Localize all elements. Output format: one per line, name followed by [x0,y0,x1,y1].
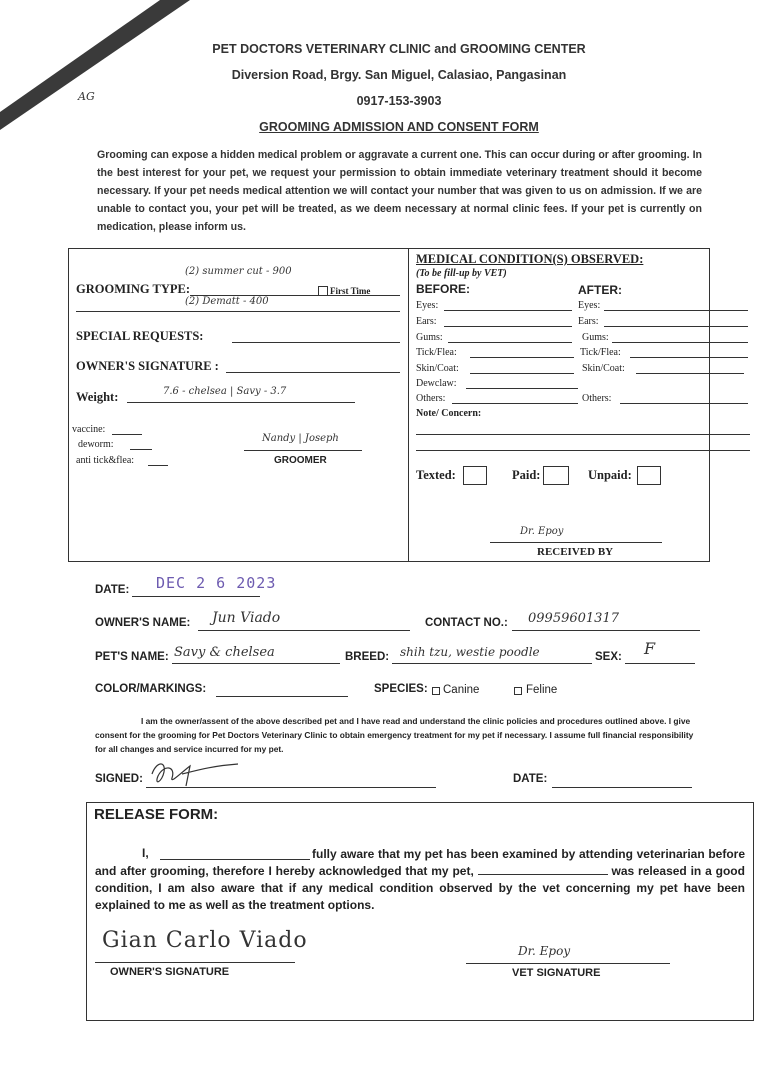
after-field[interactable] [636,373,744,374]
after-item: Gums: [582,332,609,343]
owner-name-label: OWNER'S NAME: [95,617,191,629]
medical-title: MEDICAL CONDITION(S) OBSERVED: [416,252,644,266]
deworm-label: deworm: [78,439,114,450]
release-title: RELEASE FORM: [94,806,219,823]
species-label: SPECIES: [374,683,428,695]
weight-value[interactable]: 7.6 - chelsea | Savy - 3.7 [163,386,287,397]
pet-name-field [172,663,340,664]
after-label: AFTER: [578,283,622,297]
canine-checkbox[interactable] [432,687,440,695]
before-field[interactable] [466,388,578,389]
before-label: BEFORE: [416,282,470,296]
vet-signature-value[interactable]: Dr. Epoy [518,944,571,958]
owner-signature-field[interactable] [226,372,400,373]
sex-field [625,663,695,664]
clinic-address: Diversion Road, Brgy. San Miguel, Calasiao, Pangasinan [231,68,567,82]
date-field[interactable] [132,596,260,597]
before-item: Tick/Flea: [416,347,457,358]
before-item: Others: [416,393,446,404]
date2-label: DATE: [513,773,548,785]
after-item: Others: [582,393,612,404]
clinic-name: PET DOCTORS VETERINARY CLINIC and GROOMING CENTER [212,42,586,56]
corner-mark: AG [78,90,95,103]
before-field[interactable] [470,357,574,358]
breed-label: BREED: [345,651,390,663]
special-requests-label: SPECIAL REQUESTS: [76,329,204,343]
paid-label: Paid: [512,468,541,482]
intro-paragraph: Grooming can expose a hidden medical problem or aggravate a current one. This can occur during or after grooming. In the best interest for your pet, we request your permission to obtain immediate veterinary treatment should it become necessary. If your pet needs medical attention we will contact your number that was given to us on admission. If we are unable to contact you, your pet will be treated, as we deem necessary at normal clinic fees. If your pet is currently on medication, please inform us. [97,149,702,233]
canine-label: Canine [443,684,480,696]
box-divider [408,248,409,561]
groomer-field [244,450,362,451]
before-item: Dewclaw: [416,378,457,389]
grooming-type-label: GROOMING TYPE: [76,282,191,296]
release-pet-blank[interactable] [478,864,608,875]
grooming-line-2[interactable]: (2) Dematt - 400 [185,296,269,307]
color-markings-field[interactable] [216,696,348,697]
note-field-1[interactable] [416,434,750,435]
consent-text: I am the owner/assent of the above described pet and I have read and understand the clinic policies and procedures outlined above. I give consent for the grooming for Pet Doctors Veterinary Clinic to obtain emergency treatment for my pet if necessary. I assume full financial responsibility for all changes and service incurred for my pet. [95,716,694,754]
texted-label: Texted: [416,468,456,482]
grooming-line-1[interactable]: (2) summer cut - 900 [185,266,292,277]
after-item: Eyes: [578,300,601,311]
breed-value[interactable]: shih tzu, westie poodle [400,645,540,659]
pet-name-label: PET'S NAME: [95,651,169,663]
owner-signature-line [95,962,295,963]
note-label: Note/ Concern: [416,408,482,419]
signed-label: SIGNED: [95,773,143,785]
unpaid-label: Unpaid: [588,468,632,482]
after-field[interactable] [612,342,748,343]
special-requests-field[interactable] [232,342,400,343]
antitick-field[interactable] [148,465,168,466]
groomer-value[interactable]: Nandy | Joseph [262,433,339,444]
before-field[interactable] [444,326,572,327]
weight-label: Weight: [76,390,119,404]
after-field[interactable] [604,310,748,311]
color-markings-label: COLOR/MARKINGS: [95,683,207,695]
antitick-label: anti tick&flea: [76,455,135,466]
after-field[interactable] [620,403,748,404]
release-text-b: fully aware that my pet has been examined by attending veterinarian before and after grooming, therefore I hereby acknowledged that my pet, [95,847,745,878]
groomer-label: GROOMER [274,455,327,466]
owner-name-field [198,630,410,631]
weight-field [127,402,355,403]
feline-checkbox[interactable] [514,687,522,695]
release-i: I, [142,846,149,860]
release-text-c: was released in a good condition, I am also aware that if any medical condition observed by the vet concerning my pet have been explained to me as well as the treatment options. [95,864,745,912]
vaccine-label: vaccine: [72,424,106,435]
before-item: Skin/Coat: [416,363,459,374]
before-item: Eyes: [416,300,439,311]
pet-name-value[interactable]: Savy & chelsea [174,645,275,660]
before-field[interactable] [470,373,574,374]
date-label: DATE: [95,584,130,596]
deworm-field[interactable] [130,449,152,450]
vet-signature-caption: VET SIGNATURE [512,967,601,979]
sex-value[interactable]: F [644,639,656,658]
owner-signature-value[interactable]: Gian Carlo Viado [102,928,308,953]
date-stamp: DEC 2 6 2023 [156,574,277,592]
owner-signature-caption: OWNER'S SIGNATURE [110,966,230,978]
texted-checkbox[interactable] [463,466,487,485]
after-item: Tick/Flea: [580,347,621,358]
received-by-label: RECEIVED BY [537,546,614,558]
grooming-line-rule-2 [76,311,400,312]
after-field[interactable] [630,357,748,358]
before-field[interactable] [452,403,578,404]
form-title: GROOMING ADMISSION AND CONSENT FORM [259,120,539,134]
after-field[interactable] [604,326,748,327]
note-field-2[interactable] [416,450,750,451]
medical-subtitle: (To be fill-up by VET) [416,268,507,279]
date2-field[interactable] [552,787,692,788]
sex-label: SEX: [595,651,622,663]
owner-name-value[interactable]: Jun Viado [212,610,281,626]
vaccine-field[interactable] [112,434,142,435]
paid-checkbox[interactable] [543,466,569,485]
release-text [95,846,745,914]
before-field[interactable] [448,342,572,343]
vet-signature-line [466,963,670,964]
owner-signature-scribble [142,752,242,792]
signed-field[interactable] [146,787,436,788]
breed-field [392,663,592,664]
clinic-phone: 0917-153-3903 [356,94,442,108]
contact-value[interactable]: 09959601317 [528,611,619,626]
before-item: Ears: [416,316,437,327]
received-by-value[interactable]: Dr. Epoy [520,526,564,537]
feline-label: Feline [526,684,558,696]
after-item: Ears: [578,316,599,327]
contact-label: CONTACT NO.: [425,617,508,629]
before-item: Gums: [416,332,443,343]
unpaid-checkbox[interactable] [637,466,661,485]
contact-field [512,630,700,631]
owner-signature-label: OWNER'S SIGNATURE : [76,359,219,373]
before-field[interactable] [444,310,572,311]
received-by-field [490,542,662,543]
after-item: Skin/Coat: [582,363,625,374]
first-time-label: First Time [330,286,371,296]
